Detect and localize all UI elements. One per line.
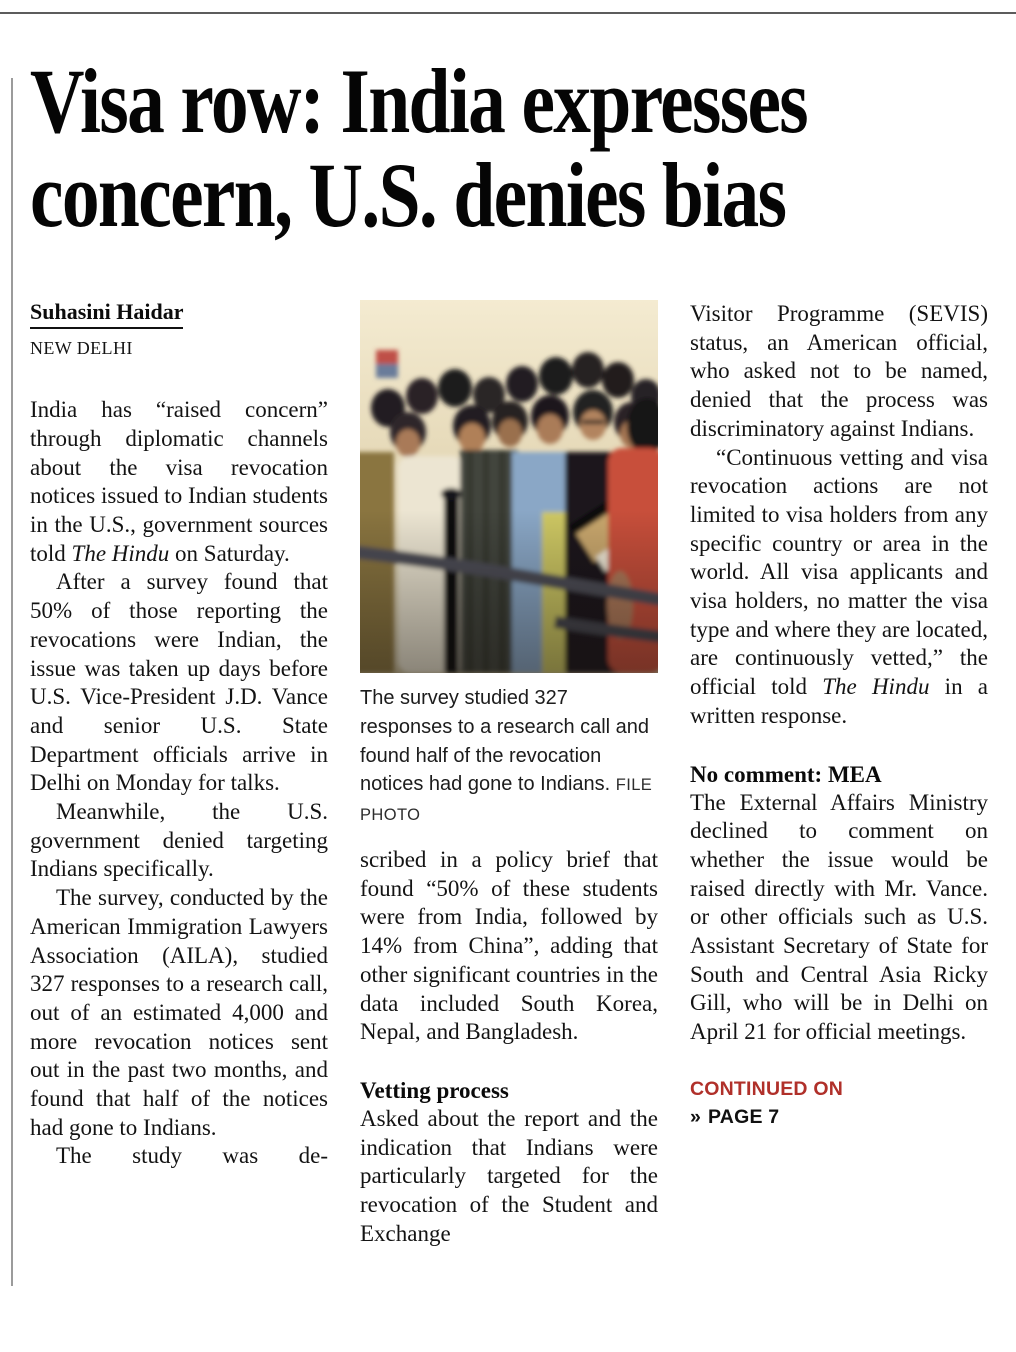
body-paragraph-continuation: Visitor Programme (SEVIS) status, an American official, who asked not to be named, denied that the process was discriminatory against Indians. (690, 301, 988, 441)
body-paragraph: The External Affairs Ministry declined to comment on whether the issue would be raised directly with Mr. Vance. or other officials such as U.S. Assistant Secretary of State for South and Central Asia Ricky Gill, who will be in Delhi on April 21 for official meetings. (690, 789, 988, 1045)
queue-crowd-photo (360, 300, 658, 673)
continued-on-link[interactable] (690, 1075, 988, 1131)
article-columns (30, 300, 988, 1248)
article-figure (360, 300, 658, 830)
continued-page-ref (690, 1103, 988, 1131)
body-paragraph-continuation: The study was de- (56, 1143, 328, 1169)
publication-name: The Hindu (71, 540, 170, 566)
double-chevron-right-icon: » (690, 1105, 702, 1128)
subhead-no-comment-mea: No comment: MEA (690, 761, 882, 787)
paragraph-text: India has “raised concern” through diplomatic channels about the visa revocation notices issued to Indian students in the U.S., government sources told (30, 397, 328, 566)
paragraph-text: in a written response. (690, 674, 988, 728)
headline-line-2: concern, U.S. denies bias (30, 144, 786, 246)
column-2 (360, 300, 658, 1248)
column-3 (690, 300, 988, 1248)
paragraph-text: “Continuous vetting and visa revocation actions are not limited to visa holders from any specific country or area in the world. All visa applicants and visa holders, no matter the visa type and where they are located, are continuously vetted,” the official told (690, 444, 988, 700)
paragraph-text: on Saturday. (169, 540, 290, 566)
body-paragraph (30, 396, 328, 568)
headline-line-1: Visa row: India expresses (30, 50, 808, 152)
subhead-vetting-process: Vetting process (360, 1077, 509, 1103)
dateline: NEW DELHI (30, 338, 133, 359)
byline (30, 300, 328, 359)
photo-credit: FILE PHOTO (360, 776, 653, 825)
photo-caption (360, 684, 658, 830)
publication-name: The Hindu (822, 674, 930, 700)
article (30, 0, 988, 1248)
byline-author: Suhasini Haidar (30, 300, 183, 329)
body-paragraph (690, 444, 988, 731)
body-paragraph: Asked about the report and the indication that Indians were particularly targeted for the revocation of the Student and Exchange (360, 1105, 658, 1246)
article-headline (30, 50, 988, 246)
column-1 (30, 300, 328, 1248)
left-column-rule (11, 78, 13, 1286)
continued-on-label: CONTINUED ON (690, 1077, 843, 1100)
continued-page-number: PAGE 7 (708, 1105, 780, 1128)
body-paragraph: After a survey found that 50% of those reporting the revocations were Indian, the issue was taken up days before U.S. Vice-President J.D. Vance and senior U.S. State Department officials arrive in Delhi on Monday for talks. (30, 569, 328, 796)
caption-text: The survey studied 327 responses to a research call and found half of the revocation notices had gone to Indians. (360, 687, 650, 796)
body-paragraph: The survey, conducted by the American Immigration Lawyers Association (AILA), studied 327 responses to a research call, out of an estimated 4,000 and more revocation notices sent out in the past two months, and found that half of the notices had gone to Indians. (30, 885, 328, 1140)
body-paragraph: Meanwhile, the U.S. government denied targeting Indians specifically. (30, 799, 328, 882)
body-paragraph-continuation: scribed in a policy brief that found “50% of these students were from India, followed by 14% from China”, adding that other significant countries in the data included South Korea, Nepal, and Bangladesh. (360, 846, 658, 1045)
